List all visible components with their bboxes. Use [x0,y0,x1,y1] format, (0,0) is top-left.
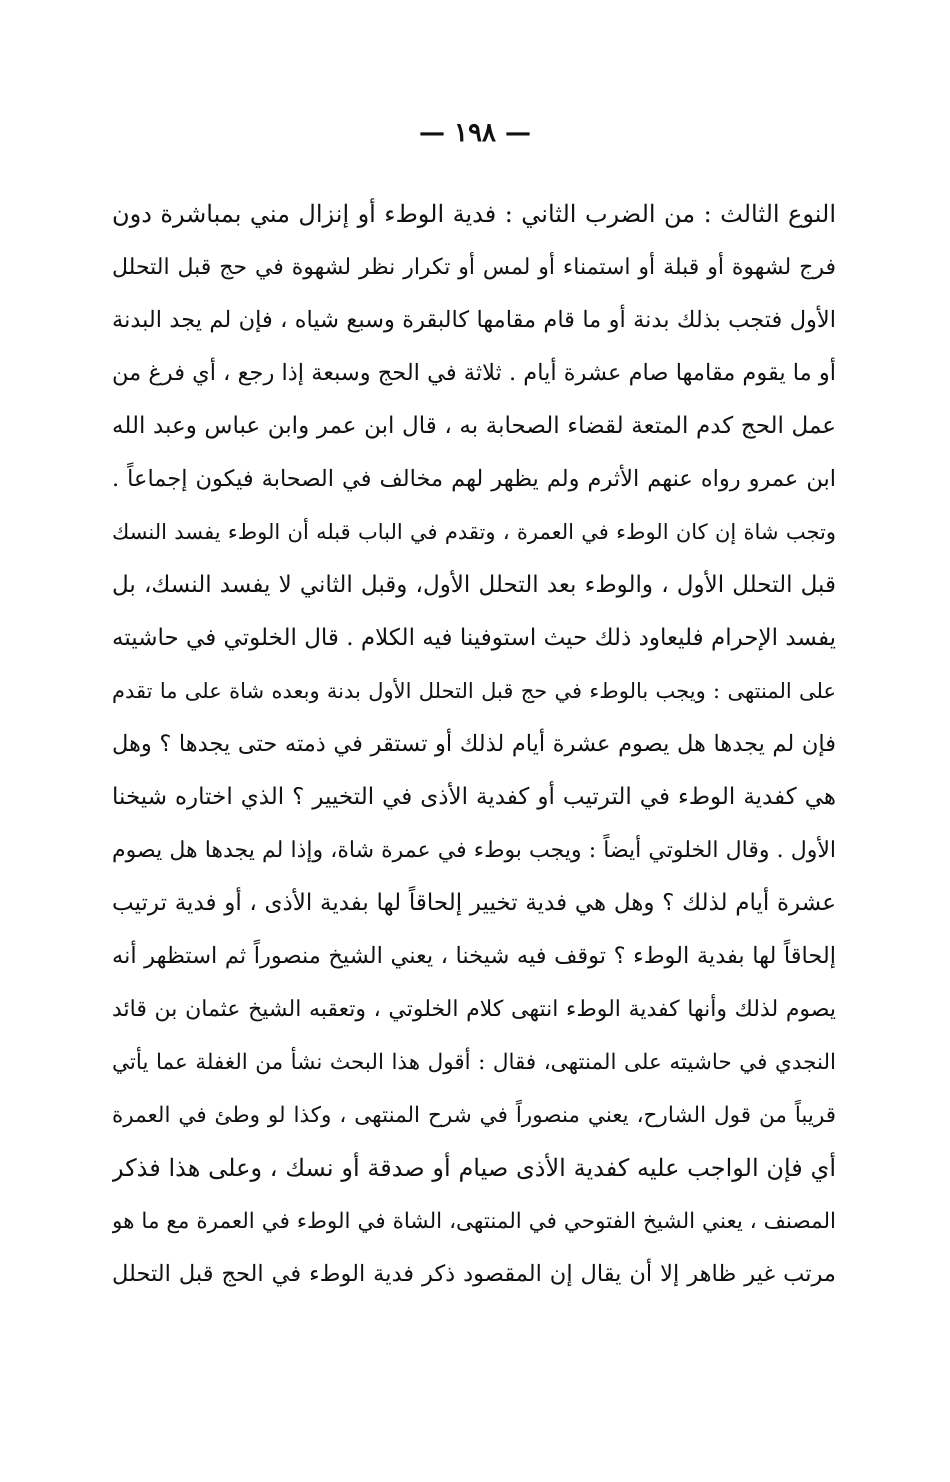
text-line: أو ما يقوم مقامها صام عشرة أيام . ثلاثة في الحج وسبعة إذا رجع ، أي فرغ من [112,360,836,386]
text-line: الأول . وقال الخلوتي أيضاً : ويجب بوطء في عمرة شاة، وإذا لم يجدها هل يصوم [112,838,836,863]
text-line: مرتب غير ظاهر إلا أن يقال إن المقصود ذكر فدية الوطء في الحج قبل التحلل [112,1261,836,1287]
text-line: قريباً من قول الشارح، يعني منصوراً في شرح المنتهى ، وكذا لو وطئ في العمرة [112,1103,836,1128]
text-line: وتجب شاة إن كان الوطء في العمرة ، وتقدم في الباب قبله أن الوطء يفسد النسك [112,520,836,544]
text-line: ابن عمرو رواه عنهم الأثرم ولم يظهر لهم مخالف في الصحابة فيكون إجماعاً . [112,466,836,492]
text-line: المصنف ، يعني الشيخ الفتوحي في المنتهى، الشاة في الوطء في العمرة مع ما هو [112,1209,836,1234]
text-line: على المنتهى : ويجب بالوطء في حج قبل التحلل الأول بدنة وبعده شاة على ما تقدم [112,679,836,703]
text-line: الأول فتجب بذلك بدنة أو ما قام مقامها كالبقرة وسبع شياه ، فإن لم يجد البدنة [112,307,836,333]
text-line: فرج لشهوة أو قبلة أو استمناء أو لمس أو تكرار نظر لشهوة في حج قبل التحلل [112,255,836,280]
text-line: عشرة أيام لذلك ؟ وهل هي فدية تخيير إلحاقاً لها بفدية الأذى ، أو فدية ترتيب [112,890,836,916]
text-line: إلحاقاً لها بفدية الوطء ؟ توقف فيه شيخنا ، يعني الشيخ منصوراً ثم استظهر أنه [112,943,836,969]
text-line: النجدي في حاشيته على المنتهى، فقال : أقول هذا البحث نشأ من الغفلة عما يأتي [112,1050,836,1075]
text-line: عمل الحج كدم المتعة لقضاء الصحابة به ، قال ابن عمر وابن عباس وعبد الله [112,413,836,439]
body-text [112,188,836,1301]
text-line: فإن لم يجدها هل يصوم عشرة أيام لذلك أو تستقر في ذمته حتى يجدها ؟ وهل [112,731,836,757]
text-line: يصوم لذلك وأنها كفدية الوطء انتهى كلام الخلوتي ، وتعقبه الشيخ عثمان بن قائد [112,997,836,1022]
page-number: — ١٩٨ — [418,118,532,148]
text-line: يفسد الإحرام فليعاود ذلك حيث استوفينا فيه الكلام . قال الخلوتي في حاشيته [112,625,836,651]
text-line: قبل التحلل الأول ، والوطء بعد التحلل الأول، وقبل الثاني لا يفسد النسك، بل [112,572,836,598]
text-line: هي كفدية الوطء في الترتيب أو كفدية الأذى في التخيير ؟ الذي اختاره شيخنا [112,784,836,810]
text-line: النوع الثالث : من الضرب الثاني : فدية الوطء أو إنزال مني بمباشرة دون [112,200,836,228]
text-line: أي فإن الواجب عليه كفدية الأذى صيام أو صدقة أو نسك ، وعلى هذا فذكر [112,1154,836,1182]
